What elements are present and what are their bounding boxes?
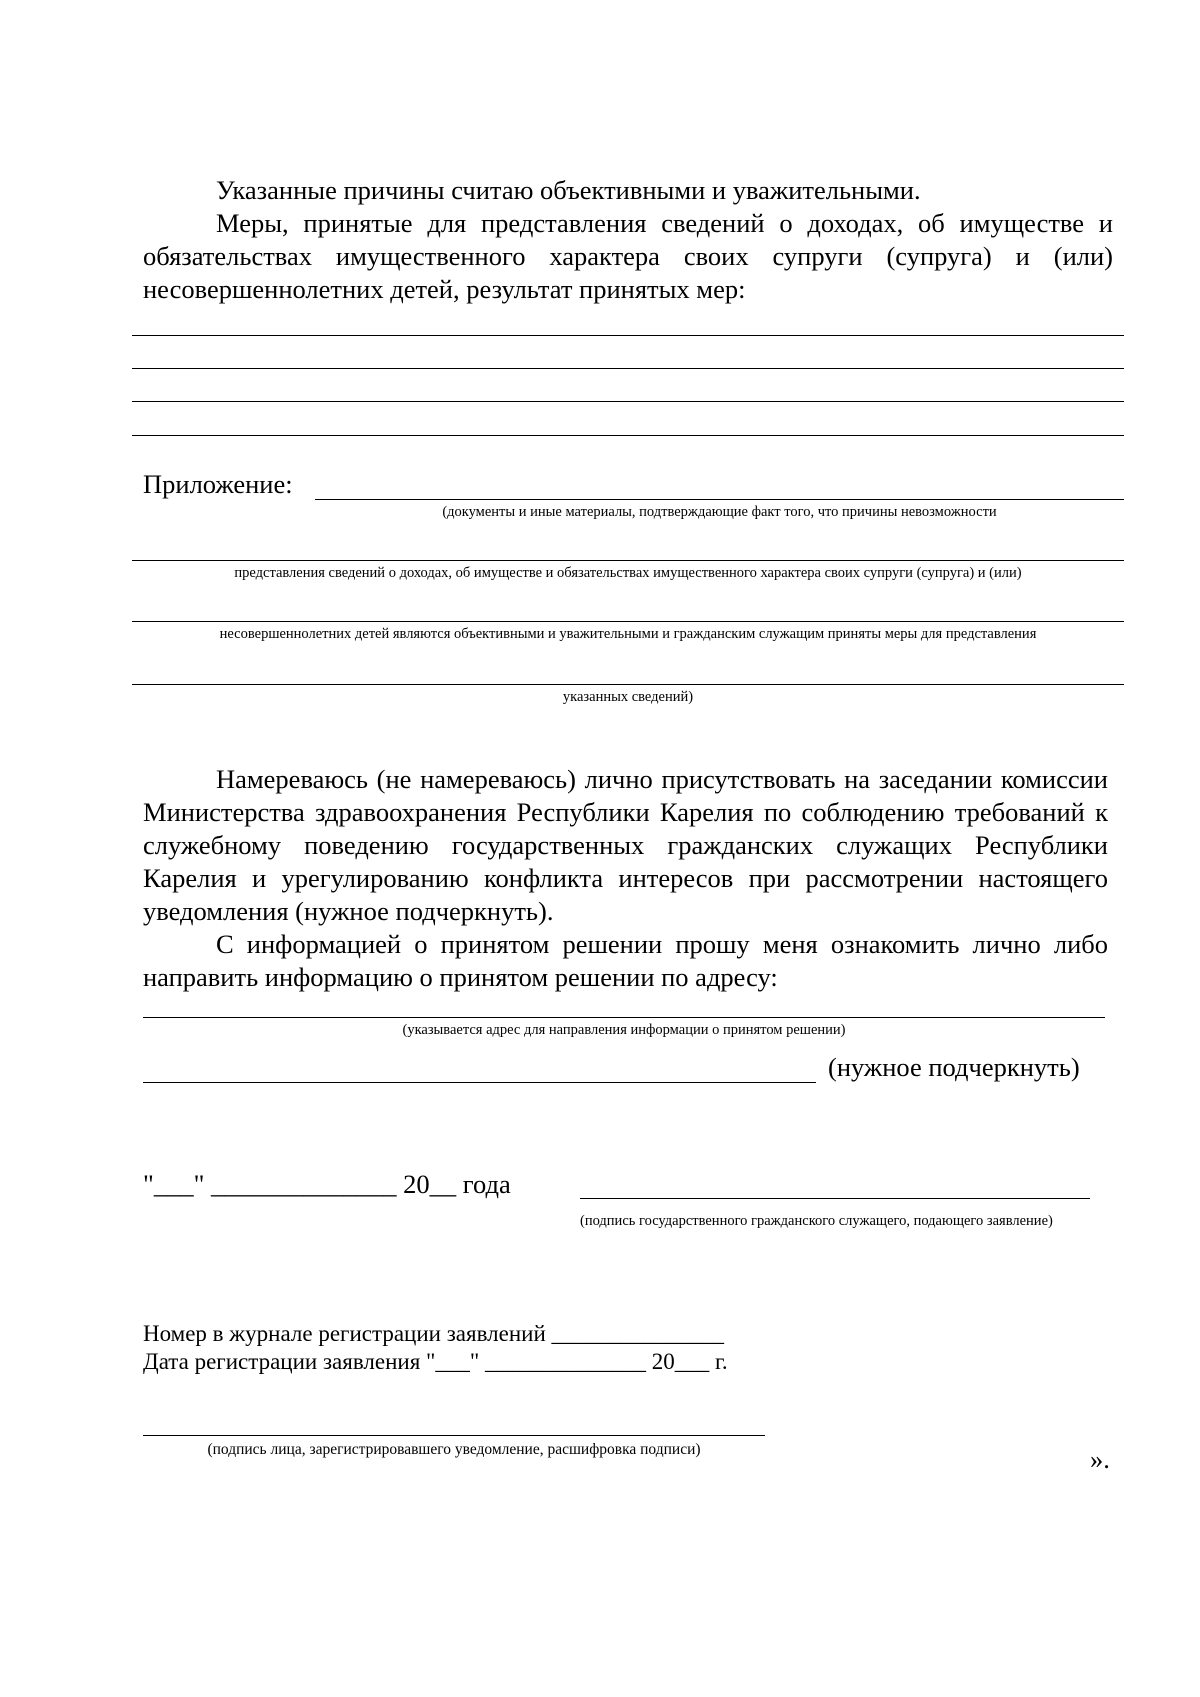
appendix-fill-line-4[interactable] [132,684,1124,685]
registrar-note: (подпись лица, зарегистрировавшего уведомление, расшифровка подписи) [207,1441,701,1458]
address-fill-line[interactable] [143,1017,1105,1018]
registration-date-line: Дата регистрации заявления "___" ______________ 20___ г. [143,1349,728,1374]
measures-fill-line-4[interactable] [132,435,1124,436]
underline-note: (нужное подчеркнуть) [828,1052,1080,1082]
measures-fill-line-2[interactable] [132,368,1124,369]
signature-note: (подпись государственного гражданского служащего, подающего заявление) [580,1213,1053,1229]
reasons-paragraph: Указанные причины считаю объективными и уважительными. [216,175,921,205]
intent-section [143,763,1108,994]
date-line: "___" ______________ 20__ года [143,1169,511,1199]
appendix-label: Приложение: [143,469,293,499]
journal-number-line: Номер в журнале регистрации заявлений _______________ [143,1321,725,1346]
attendance-paragraph: Намереваюсь (не намереваюсь) лично присутствовать на заседании комиссии Министерства здравоохранения Республики Карелия по соблюдению требований к служебному поведению государственных гражданских служащих Республики Карелия и урегулированию конфликта интересов при рассмотрении настоящего уведомления (нужное подчеркнуть). [143,764,1108,926]
registrar-signature-line[interactable] [143,1435,765,1436]
address-fill-line-2[interactable] [143,1082,816,1083]
appendix-note-2: представления сведений о доходах, об имуществе и обязательствах имущественного характера своих супруги (супруга) и (или) [234,565,1022,581]
closing-quote: ». [1090,1444,1110,1474]
appendix-fill-line-1[interactable] [315,499,1124,500]
measures-paragraph: Меры, принятые для представления сведений о доходах, об имуществе и обязательствах имущественного характера своих супруги (супруга) и (или) несовершеннолетних детей, результат принятых мер: [143,208,1113,304]
measures-fill-line-1[interactable] [132,335,1124,336]
opening-section [143,174,1113,306]
appendix-note-1: (документы и иные материалы, подтверждающие факт того, что причины невозможности [442,504,997,520]
appendix-fill-line-2[interactable] [132,560,1124,561]
signature-fill-line[interactable] [580,1198,1090,1199]
measures-fill-line-3[interactable] [132,401,1124,402]
appendix-fill-line-3[interactable] [132,621,1124,622]
appendix-note-3: несовершеннолетних детей являются объективными и уважительными и гражданским служащим приняты меры для представления [219,626,1037,642]
address-note: (указывается адрес для направления информации о принятом решении) [402,1022,846,1038]
notification-paragraph: С информацией о принятом решении прошу меня ознакомить лично либо направить информацию о принятом решении по адресу: [143,929,1108,992]
appendix-note-4: указанных сведений) [562,689,694,705]
